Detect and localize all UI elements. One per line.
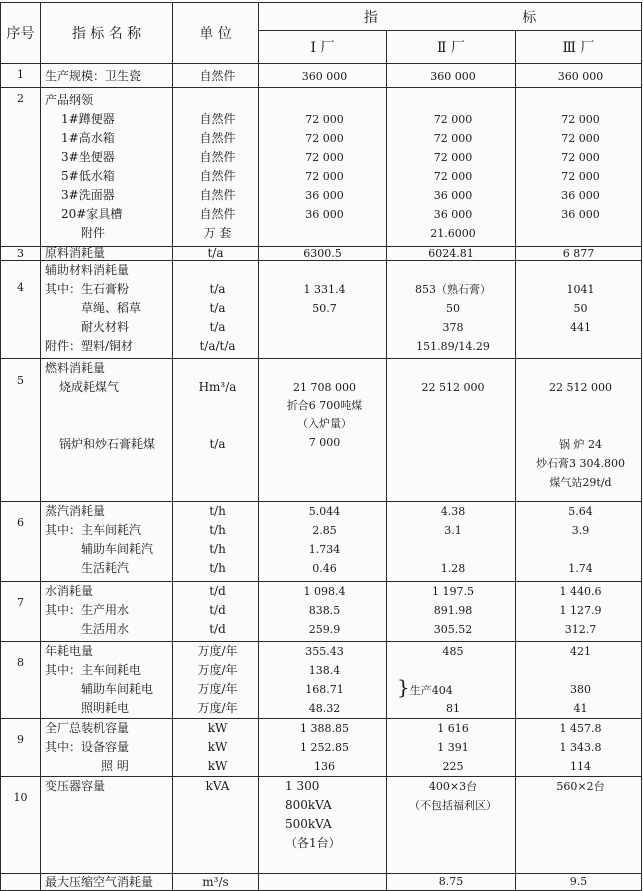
item-p1: 36 000	[305, 208, 344, 221]
item-p1: 1 300	[285, 779, 320, 793]
item-p2: （不包括福利区）	[409, 799, 497, 812]
item-name: 变压器容量	[45, 779, 106, 793]
table-row	[1, 719, 642, 777]
item-p2: 853（熟石膏）	[415, 283, 491, 296]
item-p3: 72 000	[561, 132, 600, 145]
row-p1: 6300.5	[259, 247, 387, 261]
item-name: 生活耗汽	[81, 561, 130, 575]
item-p3: 煤气站29t/d	[549, 476, 612, 489]
row-seq: 2	[1, 88, 41, 247]
item-unit: 万度/年	[197, 663, 238, 677]
row-seq: 7	[1, 582, 41, 642]
header-name: 指 标 名 称	[41, 3, 173, 64]
item-p2: 22 512 000	[421, 381, 485, 394]
item-unit: kVA	[205, 779, 230, 793]
row-seq: 10	[1, 777, 41, 874]
group-unit: kW	[207, 721, 228, 735]
group-title: 全厂总装机容量	[45, 721, 130, 735]
item-p2: 50	[446, 302, 460, 315]
item-name: 耐火材料	[81, 320, 130, 334]
item-p3: 72 000	[561, 113, 600, 126]
table-row	[1, 261, 642, 359]
group-title: 辅助材料消耗量	[45, 263, 130, 277]
group-unit: 万度/年	[197, 644, 238, 658]
group-p2: 1 616	[437, 722, 469, 735]
item-p2: }生产404	[397, 675, 453, 699]
item-unit: 万度/年	[197, 701, 238, 715]
item-p2: 305.52	[433, 623, 473, 636]
item-p1: 138.4	[308, 664, 341, 677]
row-seq: 9	[1, 719, 41, 777]
indicator-table	[0, 2, 642, 891]
item-p3: 441	[570, 321, 591, 334]
item-name: 其中：生产用水	[45, 603, 130, 617]
item-p3: 72 000	[561, 170, 600, 183]
header-seq: 序号	[1, 3, 41, 64]
item-p3: 1041	[566, 283, 595, 296]
item-name: 其中：生石膏粉	[45, 282, 130, 296]
item-unit: Hm³/a	[198, 380, 237, 394]
item-unit: t/d	[209, 603, 226, 617]
table-row	[1, 502, 642, 582]
item-p1: 800kVA	[285, 798, 332, 812]
group-p1: 355.43	[305, 645, 344, 658]
table-row	[1, 359, 642, 502]
item-p1: 136	[314, 760, 335, 773]
row-seq: 6	[1, 502, 41, 582]
group-title: 产品纲领	[45, 93, 94, 107]
table-row	[1, 247, 642, 261]
item-p3: 380	[570, 683, 591, 696]
table-row	[1, 88, 642, 247]
item-unit: t/a	[209, 320, 226, 334]
group-p2: 485	[442, 645, 464, 658]
row-name: 原料消耗量	[41, 247, 173, 261]
row-seq: 4	[1, 261, 41, 359]
item-name: 附件：塑料/铜材	[45, 339, 134, 353]
group-p3: 1 457.8	[559, 722, 602, 735]
item-p2: 891.98	[433, 604, 473, 617]
item-p1: 72 000	[305, 151, 344, 164]
row-p1	[259, 874, 387, 891]
item-p2: 1.28	[440, 562, 466, 575]
group-title: 蒸汽消耗量	[45, 504, 106, 518]
group-title: 年耗电量	[45, 644, 94, 658]
item-p2: 72 000	[433, 113, 473, 126]
item-name: 其中：主车间耗电	[45, 663, 142, 677]
item-p2: 21.6000	[430, 227, 476, 240]
item-p2: 378	[442, 321, 464, 334]
item-p1: 1.734	[308, 543, 341, 556]
item-p1: 259.9	[308, 623, 341, 636]
item-unit: kW	[207, 759, 228, 773]
item-unit: t/a/t/a	[199, 339, 236, 353]
item-name: 5#低水箱	[61, 169, 115, 183]
item-p1: 48.32	[308, 702, 341, 715]
item-p1: 72 000	[305, 170, 344, 183]
table-row	[1, 642, 642, 719]
item-name: 1#高水箱	[61, 131, 115, 145]
item-p1: 838.5	[308, 604, 341, 617]
row-p1: 360 000	[259, 64, 387, 88]
item-p1: 72 000	[305, 113, 344, 126]
item-p1: 1 252.85	[300, 741, 349, 754]
item-name: 烧成耗煤气	[59, 380, 120, 394]
group-p1: 5.044	[308, 505, 341, 518]
item-unit: 万度/年	[197, 682, 238, 696]
item-p3: 3.9	[571, 524, 590, 537]
table-row	[1, 64, 642, 88]
item-p1: 1 331.4	[303, 283, 346, 296]
item-p2: 72 000	[433, 132, 473, 145]
item-p3: 锅 炉 24	[559, 438, 602, 451]
item-p3: 炒石膏3 304.800	[536, 457, 625, 470]
item-p3: 36 000	[561, 208, 600, 221]
group-unit: t/d	[209, 584, 226, 598]
item-p2: 400×3台	[428, 780, 478, 793]
item-p2: 72 000	[433, 151, 473, 164]
row-seq: 8	[1, 642, 41, 719]
item-name: 3#洗面器	[61, 188, 115, 202]
item-p1: 0.46	[312, 562, 337, 575]
item-p1: 7 000	[308, 436, 341, 449]
item-unit: t/h	[209, 523, 226, 537]
row-seq: 5	[1, 359, 41, 502]
item-name: 草绳、稻草	[81, 301, 142, 315]
row-p2: 6024.81	[387, 247, 516, 261]
item-unit: 自然件	[199, 150, 236, 164]
row-seq: 1	[1, 64, 41, 88]
row-p2: 360 000	[387, 64, 516, 88]
item-p3: 1 343.8	[559, 741, 602, 754]
item-p3: 114	[570, 760, 591, 773]
item-unit: 万 套	[203, 226, 232, 240]
group-p3: 421	[570, 645, 591, 658]
item-p3: 312.7	[564, 623, 597, 636]
row-name: 生产规模：卫生瓷	[41, 64, 173, 88]
item-unit: t/d	[209, 622, 226, 636]
item-name: 辅助车间耗汽	[81, 542, 154, 556]
item-name: 生活用水	[81, 622, 130, 636]
item-p2: 151.89/14.29	[416, 340, 490, 353]
item-p3: 41	[573, 702, 588, 715]
group-title: 燃料消耗量	[45, 361, 106, 375]
item-p3: 36 000	[561, 189, 600, 202]
group-title: 水消耗量	[45, 584, 94, 598]
item-name: 照 明	[101, 759, 129, 773]
group-unit: t/h	[209, 504, 226, 518]
row-p3: 6 877	[516, 247, 642, 261]
item-name: 20#家具槽	[61, 207, 123, 221]
group-p3: 5.64	[568, 505, 593, 518]
row-unit: 自然件	[173, 64, 259, 88]
item-p2: 81	[446, 702, 460, 715]
item-p2: 3.1	[444, 524, 462, 537]
item-p1: （各1台）	[285, 836, 341, 850]
row-seq: 3	[1, 247, 41, 261]
header-indicator: 指 标	[259, 3, 642, 31]
row-p3: 9.5	[516, 874, 642, 891]
item-p3: 560×2台	[556, 780, 605, 793]
item-p1: 36 000	[305, 189, 344, 202]
item-p1: 500kVA	[285, 817, 332, 831]
item-name: 其中：主车间耗汽	[45, 523, 142, 537]
item-name: 辅助车间耗电	[81, 682, 154, 696]
item-unit: t/h	[209, 542, 226, 556]
item-unit: 自然件	[199, 131, 236, 145]
item-p3: 22 512 000	[549, 381, 612, 394]
item-unit: t/h	[209, 561, 226, 575]
item-p1: 168.71	[305, 683, 344, 696]
item-name: 其中：设备容量	[45, 740, 130, 754]
item-unit: t/a	[209, 282, 226, 296]
item-unit: 自然件	[199, 112, 236, 126]
item-p1: 2.85	[312, 524, 337, 537]
item-unit: 自然件	[199, 169, 236, 183]
group-p1: 1 388.85	[300, 722, 349, 735]
item-p2: 72 000	[433, 170, 473, 183]
item-p3: 1 127.9	[559, 604, 602, 617]
item-name: 附件	[81, 226, 106, 240]
item-p1: 72 000	[305, 132, 344, 145]
row-name-list	[41, 88, 173, 247]
item-unit: t/a	[209, 301, 226, 315]
item-p2: 36 000	[433, 189, 473, 202]
table-row	[1, 582, 642, 642]
group-p2: 4.38	[440, 505, 466, 518]
row-unit-list	[173, 88, 259, 247]
item-p2: 36 000	[433, 208, 473, 221]
group-p3: 1 440.6	[559, 585, 602, 598]
row-p2-list	[387, 88, 516, 247]
item-p1: 50.7	[312, 302, 337, 315]
row-unit: t/a	[173, 247, 259, 261]
row-p1-list	[259, 88, 387, 247]
group-p1: 1 098.4	[303, 585, 346, 598]
item-p3: 50	[573, 302, 588, 315]
item-name: 照明耗电	[81, 701, 130, 715]
row-p3-list	[516, 88, 642, 247]
item-name: 3#坐便器	[61, 150, 115, 164]
header-plant-2: Ⅱ 厂	[387, 31, 516, 64]
item-unit: 自然件	[199, 207, 236, 221]
item-p1-note: （入炉量）	[297, 417, 352, 430]
header-unit: 单 位	[173, 3, 259, 64]
item-p1-note: 折合6 700吨煤	[286, 399, 363, 412]
item-unit: t/a	[209, 437, 226, 451]
header-plant-1: Ⅰ 厂	[259, 31, 387, 64]
row-unit: m³/s	[173, 874, 259, 891]
item-unit: 自然件	[199, 188, 236, 202]
item-p2: 1 391	[437, 741, 469, 754]
item-p3: 72 000	[561, 151, 600, 164]
item-unit: kW	[207, 740, 228, 754]
item-p2: 225	[442, 760, 464, 773]
item-p1: 21 708 000	[293, 381, 356, 394]
group-p2: 1 197.5	[432, 585, 474, 598]
brace-label: 生产404	[409, 684, 453, 697]
row-p3: 360 000	[516, 64, 642, 88]
item-name: 1#蹲便器	[61, 112, 115, 126]
row-name: 最大压缩空气消耗量	[41, 874, 173, 891]
item-name: 锅炉和炒石膏耗煤	[59, 437, 156, 451]
table-row	[1, 777, 642, 874]
row-p2: 8.75	[387, 874, 516, 891]
table-row	[1, 874, 642, 891]
item-p3: 1.74	[568, 562, 593, 575]
header-plant-3: Ⅲ 厂	[516, 31, 642, 64]
